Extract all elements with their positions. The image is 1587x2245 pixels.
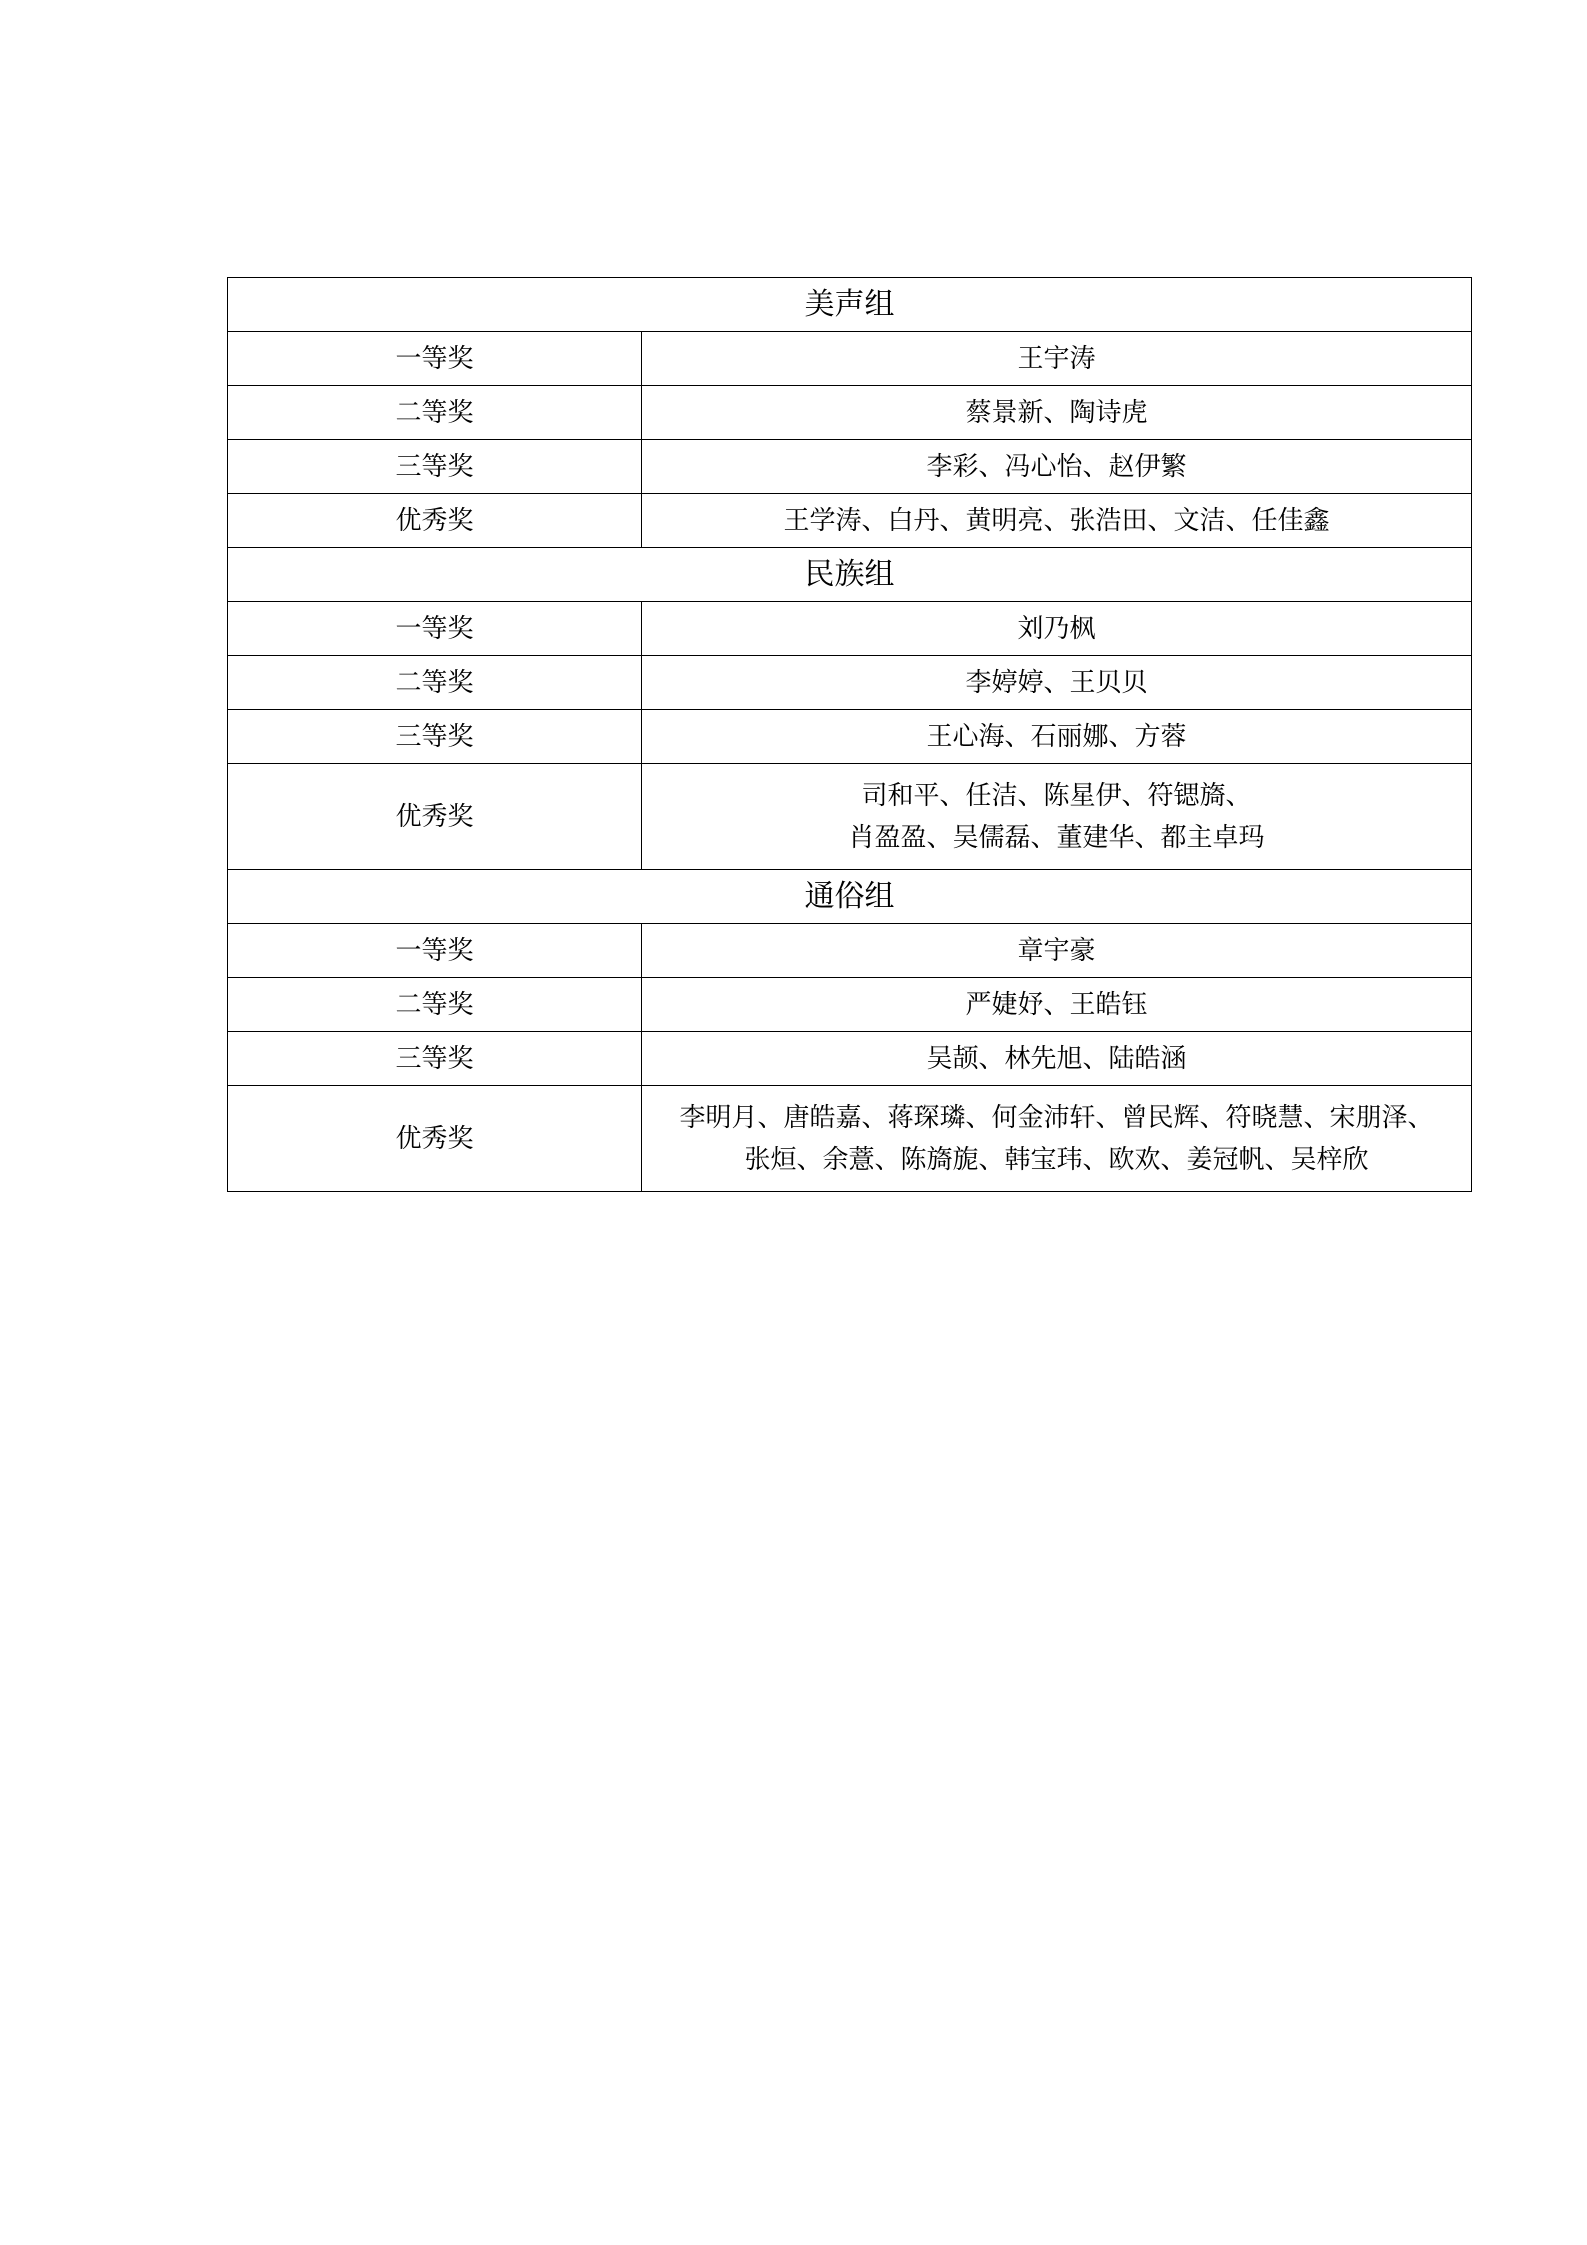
table-row [228,386,1472,440]
awards-table [227,277,1472,1192]
table-row [228,494,1472,548]
table-row [228,656,1472,710]
table-row [228,1086,1472,1192]
award-level: 一等奖 [228,332,642,386]
table-row [228,332,1472,386]
group-title: 美声组 [228,278,1472,332]
winners-line: 王心海、石丽娜、方蓉 [926,721,1187,752]
group-title: 民族组 [228,548,1472,602]
award-level: 一等奖 [228,924,642,978]
winners-line: 刘乃枫 [1017,613,1096,644]
winners-line: 李彩、冯心怡、赵伊繁 [926,451,1187,482]
award-level: 优秀奖 [228,1086,642,1192]
winners-line: 李婷婷、王贝贝 [965,667,1148,698]
winners-line: 王宇涛 [1017,343,1096,374]
winners-line: 肖盈盈、吴儒磊、董建华、都主卓玛 [848,822,1265,853]
award-winners [642,494,1472,548]
award-level: 优秀奖 [228,494,642,548]
award-level: 优秀奖 [228,764,642,870]
group-header-row [228,278,1472,332]
award-level: 三等奖 [228,440,642,494]
award-winners [642,764,1472,870]
award-level: 二等奖 [228,656,642,710]
award-level: 三等奖 [228,710,642,764]
winners-line: 王学涛、白丹、黄明亮、张浩田、文洁、任佳鑫 [783,505,1330,536]
award-winners [642,710,1472,764]
winners-line: 李明月、唐皓嘉、蒋琛璘、何金沛轩、曾民辉、符晓慧、宋朋泽、 [679,1102,1434,1133]
award-winners [642,656,1472,710]
award-winners [642,978,1472,1032]
table-row [228,924,1472,978]
table-row [228,1032,1472,1086]
table-row [228,710,1472,764]
table-row [228,602,1472,656]
award-winners [642,924,1472,978]
winners-line: 章宇豪 [1017,935,1096,966]
award-level: 一等奖 [228,602,642,656]
table-row [228,440,1472,494]
award-winners [642,440,1472,494]
award-winners [642,332,1472,386]
table-row [228,978,1472,1032]
winners-line: 严婕妤、王皓钰 [965,989,1148,1020]
award-winners [642,1032,1472,1086]
award-level: 二等奖 [228,978,642,1032]
award-winners [642,602,1472,656]
table-row [228,764,1472,870]
award-level: 二等奖 [228,386,642,440]
winners-line: 吴颉、林先旭、陆皓涵 [926,1043,1187,1074]
group-header-row [228,870,1472,924]
winners-line: 张烜、余薏、陈旖旎、韩宝玮、欧欢、姜冠帆、吴梓欣 [744,1144,1369,1175]
award-winners [642,1086,1472,1192]
group-title: 通俗组 [228,870,1472,924]
winners-line: 司和平、任洁、陈星伊、符锶旖、 [861,780,1252,811]
winners-line: 蔡景新、陶诗虎 [965,397,1148,428]
award-winners [642,386,1472,440]
award-level: 三等奖 [228,1032,642,1086]
group-header-row [228,548,1472,602]
